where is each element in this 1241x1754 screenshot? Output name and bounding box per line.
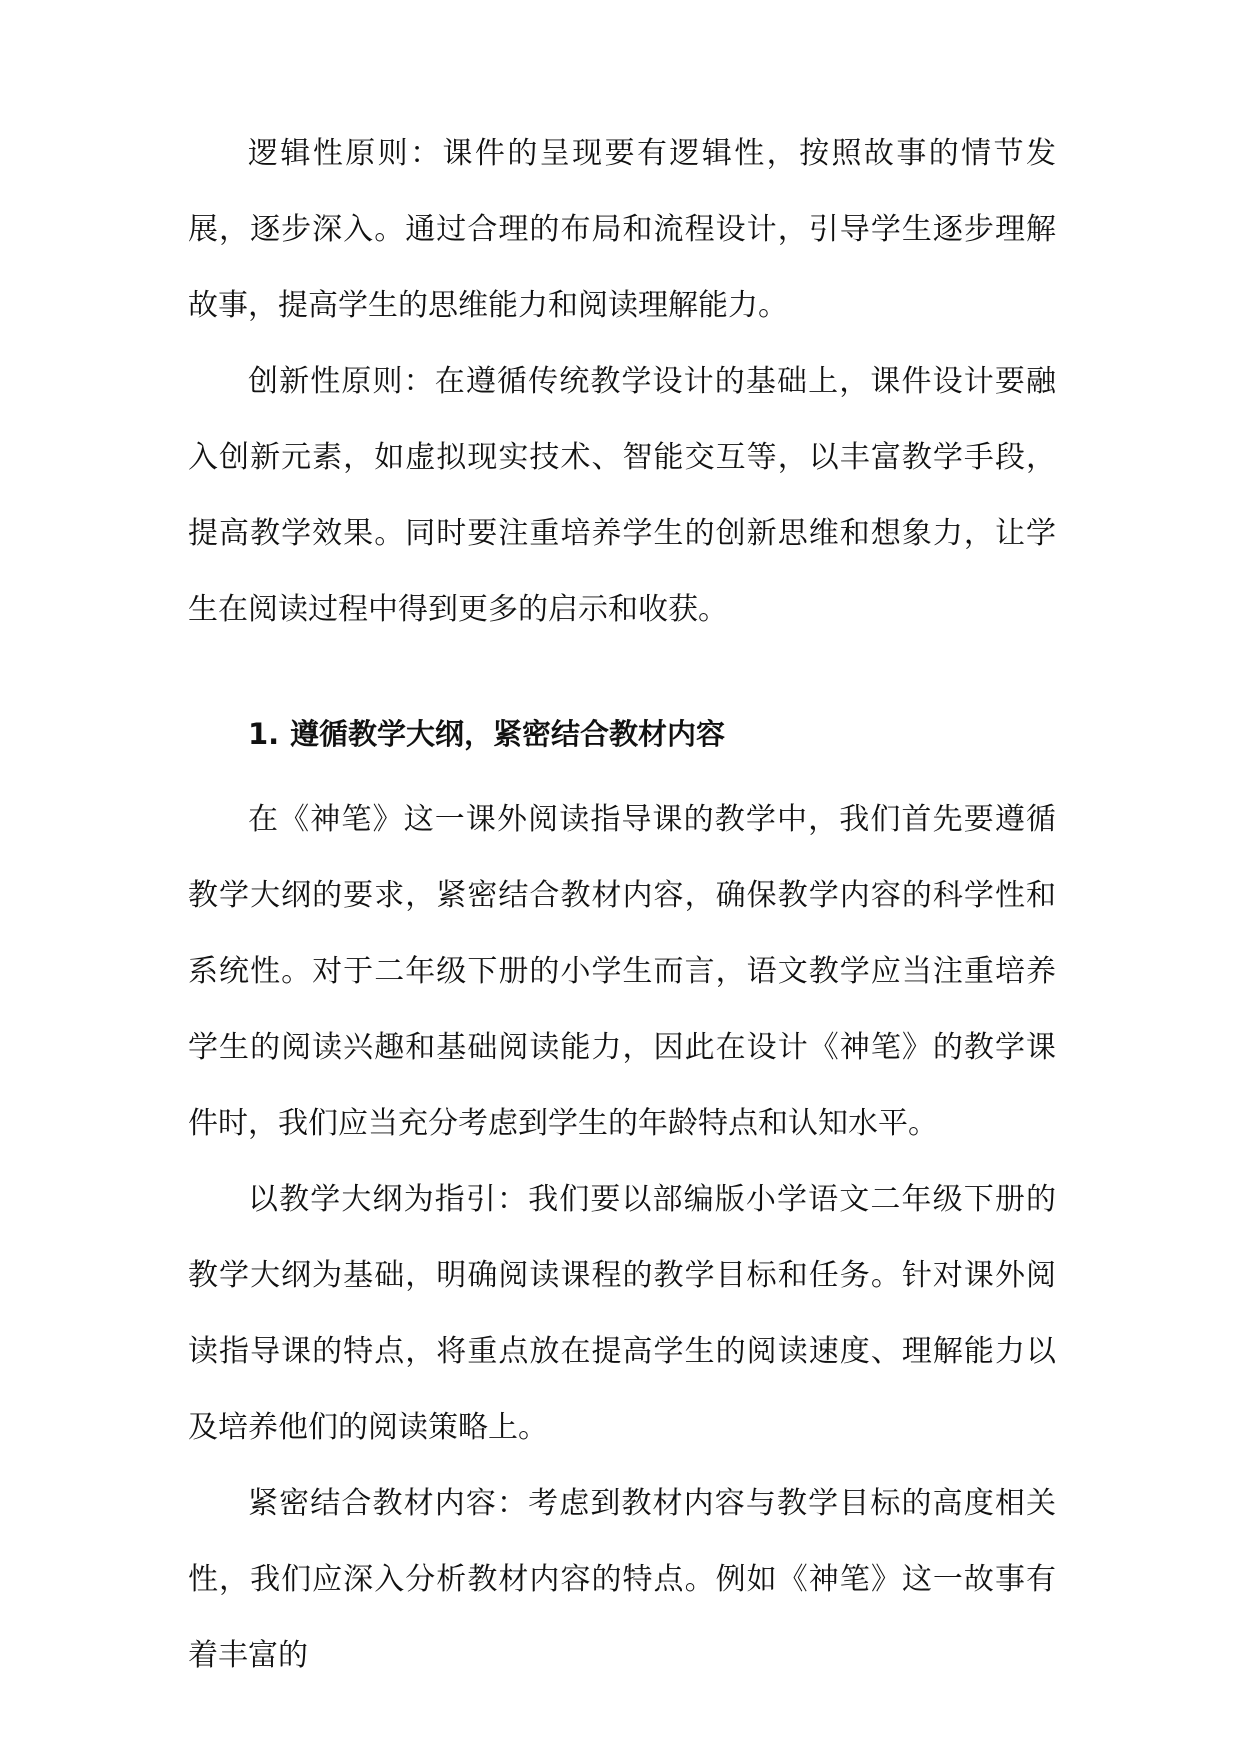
paragraph-syllabus-intro: 在《神笔》这一课外阅读指导课的教学中，我们首先要遵循教学大纲的要求，紧密结合教材内容，确保教学内容的科学性和系统性。对于二年级下册的小学生而言，语文教学应当注重培养学生的阅读兴趣和基础阅读能力，因此在设计《神笔》的教学课件时，我们应当充分考虑到学生的年龄特点和认知水平。	[188, 802, 1056, 1141]
paragraph-syllabus-guide: 以教学大纲为指引：我们要以部编版小学语文二年级下册的教学大纲为基础，明确阅读课程的教学目标和任务。针对课外阅读指导课的特点，将重点放在提高学生的阅读速度、理解能力以及培养他们的阅读策略上。	[188, 1182, 1056, 1445]
paragraph-logic-principle: 逻辑性原则：课件的呈现要有逻辑性，按照故事的情节发展，逐步深入。通过合理的布局和流程设计，引导学生逐步理解故事，提高学生的思维能力和阅读理解能力。	[188, 136, 1056, 323]
paragraph-textbook-content: 紧密结合教材内容：考虑到教材内容与教学目标的高度相关性，我们应深入分析教材内容的特点。例如《神笔》这一故事有着丰富的	[188, 1486, 1056, 1673]
section-title: 遵循教学大纲，紧密结合教材内容	[290, 717, 726, 751]
paragraph-innovation-principle: 创新性原则：在遵循传统教学设计的基础上，课件设计要融入创新元素，如虚拟现实技术、智能交互等，以丰富教学手段，提高教学效果。同时要注重培养学生的创新思维和想象力，让学生在阅读过程中得到更多的启示和收获。	[188, 364, 1056, 627]
top-text-block	[188, 116, 1056, 648]
bottom-text-block	[188, 782, 1056, 1694]
section-heading	[248, 696, 725, 772]
section-number: 1.	[248, 717, 280, 751]
